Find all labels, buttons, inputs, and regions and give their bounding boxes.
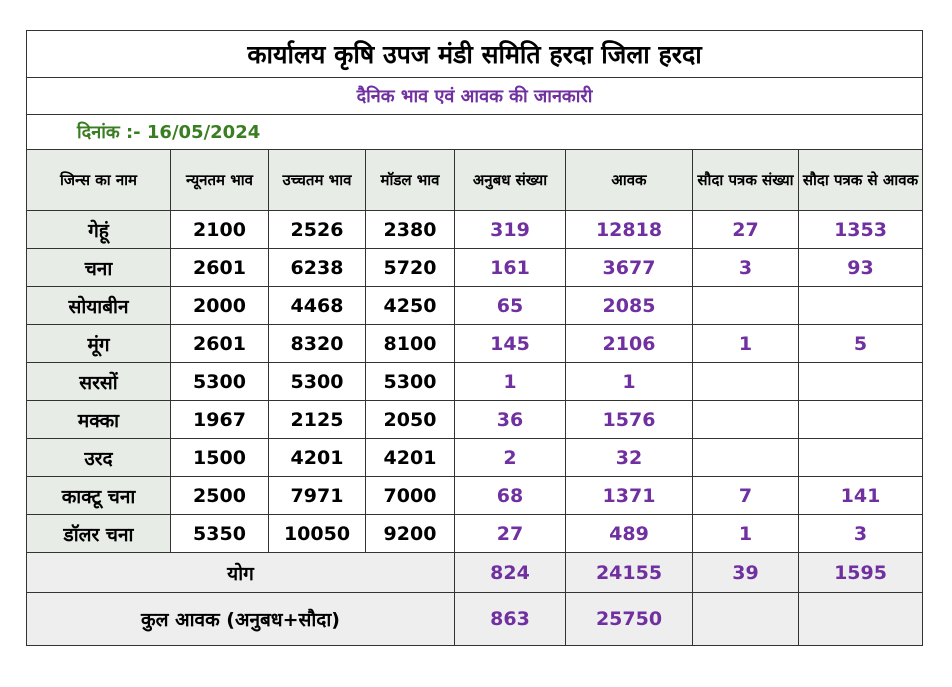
max-price-cell: 2125 bbox=[269, 401, 366, 439]
rate-table bbox=[26, 30, 923, 646]
max-price-cell: 4468 bbox=[269, 287, 366, 325]
anubadh-count-cell: 36 bbox=[455, 401, 566, 439]
table-row bbox=[27, 363, 923, 401]
table-row bbox=[27, 325, 923, 363]
total-aavak: 24155 bbox=[566, 553, 693, 593]
total-sauda-aavak: 1595 bbox=[799, 553, 923, 593]
model-price-cell: 4250 bbox=[366, 287, 455, 325]
grand-total-label: कुल आवक (अनुबध+सौदा) bbox=[27, 593, 455, 646]
grand-total-anubadh: 863 bbox=[455, 593, 566, 646]
header-model-price: मॉडल भाव bbox=[366, 150, 455, 211]
min-price-cell: 1967 bbox=[171, 401, 269, 439]
commodity-name-cell: डॉलर चना bbox=[27, 515, 171, 553]
commodity-name-cell: गेहूं bbox=[27, 211, 171, 249]
model-price-cell: 2050 bbox=[366, 401, 455, 439]
sauda-count-cell: 1 bbox=[693, 515, 799, 553]
aavak-cell: 489 bbox=[566, 515, 693, 553]
commodity-name-cell: मूंग bbox=[27, 325, 171, 363]
anubadh-count-cell: 1 bbox=[455, 363, 566, 401]
sauda-aavak-cell bbox=[799, 287, 923, 325]
min-price-cell: 2100 bbox=[171, 211, 269, 249]
table-row bbox=[27, 249, 923, 287]
commodity-name-cell: सोयाबीन bbox=[27, 287, 171, 325]
aavak-cell: 1576 bbox=[566, 401, 693, 439]
aavak-cell: 1371 bbox=[566, 477, 693, 515]
grand-total-aavak: 25750 bbox=[566, 593, 693, 646]
commodity-name-cell: सरसों bbox=[27, 363, 171, 401]
total-label: योग bbox=[27, 553, 455, 593]
table-row bbox=[27, 477, 923, 515]
sauda-aavak-cell bbox=[799, 401, 923, 439]
date-label: दिनांक :- 16/05/2024 bbox=[27, 115, 923, 150]
header-aavak: आवक bbox=[566, 150, 693, 211]
header-sauda-aavak: सौदा पत्रक से आवक bbox=[799, 150, 923, 211]
page-title: कार्यालय कृषि उपज मंडी समिति हरदा जिला हरदा bbox=[27, 31, 923, 78]
anubadh-count-cell: 27 bbox=[455, 515, 566, 553]
commodity-name-cell: उरद bbox=[27, 439, 171, 477]
model-price-cell: 4201 bbox=[366, 439, 455, 477]
header-max-price: उच्चतम भाव bbox=[269, 150, 366, 211]
anubadh-count-cell: 68 bbox=[455, 477, 566, 515]
table-row bbox=[27, 401, 923, 439]
header-row bbox=[27, 150, 923, 211]
grand-total-row bbox=[27, 593, 923, 646]
commodity-name-cell: मक्का bbox=[27, 401, 171, 439]
header-anubadh-count: अनुबध संख्या bbox=[455, 150, 566, 211]
model-price-cell: 5300 bbox=[366, 363, 455, 401]
aavak-cell: 3677 bbox=[566, 249, 693, 287]
total-sauda: 39 bbox=[693, 553, 799, 593]
sauda-count-cell bbox=[693, 439, 799, 477]
max-price-cell: 10050 bbox=[269, 515, 366, 553]
max-price-cell: 7971 bbox=[269, 477, 366, 515]
sauda-count-cell: 7 bbox=[693, 477, 799, 515]
mandi-rate-sheet bbox=[26, 30, 922, 646]
min-price-cell: 5350 bbox=[171, 515, 269, 553]
sauda-count-cell bbox=[693, 401, 799, 439]
min-price-cell: 2000 bbox=[171, 287, 269, 325]
model-price-cell: 5720 bbox=[366, 249, 455, 287]
sauda-aavak-cell bbox=[799, 363, 923, 401]
anubadh-count-cell: 2 bbox=[455, 439, 566, 477]
aavak-cell: 12818 bbox=[566, 211, 693, 249]
page-subtitle: दैनिक भाव एवं आवक की जानकारी bbox=[27, 78, 923, 115]
table-row bbox=[27, 287, 923, 325]
sauda-aavak-cell bbox=[799, 439, 923, 477]
max-price-cell: 8320 bbox=[269, 325, 366, 363]
max-price-cell: 6238 bbox=[269, 249, 366, 287]
table-row bbox=[27, 211, 923, 249]
model-price-cell: 2380 bbox=[366, 211, 455, 249]
aavak-cell: 2106 bbox=[566, 325, 693, 363]
model-price-cell: 8100 bbox=[366, 325, 455, 363]
sauda-aavak-cell: 1353 bbox=[799, 211, 923, 249]
max-price-cell: 4201 bbox=[269, 439, 366, 477]
aavak-cell: 32 bbox=[566, 439, 693, 477]
anubadh-count-cell: 65 bbox=[455, 287, 566, 325]
header-commodity: जिन्स का नाम bbox=[27, 150, 171, 211]
table-row bbox=[27, 439, 923, 477]
table-row bbox=[27, 515, 923, 553]
min-price-cell: 2500 bbox=[171, 477, 269, 515]
anubadh-count-cell: 145 bbox=[455, 325, 566, 363]
min-price-cell: 1500 bbox=[171, 439, 269, 477]
commodity-name-cell: चना bbox=[27, 249, 171, 287]
header-sauda-count: सौदा पत्रक संख्या bbox=[693, 150, 799, 211]
grand-total-empty-cell bbox=[693, 593, 799, 646]
total-anubadh: 824 bbox=[455, 553, 566, 593]
commodity-name-cell: काक्टू चना bbox=[27, 477, 171, 515]
sauda-count-cell: 27 bbox=[693, 211, 799, 249]
sauda-count-cell: 1 bbox=[693, 325, 799, 363]
min-price-cell: 2601 bbox=[171, 325, 269, 363]
sauda-aavak-cell: 3 bbox=[799, 515, 923, 553]
total-row bbox=[27, 553, 923, 593]
model-price-cell: 7000 bbox=[366, 477, 455, 515]
grand-total-empty-cell bbox=[799, 593, 923, 646]
min-price-cell: 5300 bbox=[171, 363, 269, 401]
anubadh-count-cell: 161 bbox=[455, 249, 566, 287]
max-price-cell: 2526 bbox=[269, 211, 366, 249]
sauda-count-cell bbox=[693, 287, 799, 325]
sauda-aavak-cell: 93 bbox=[799, 249, 923, 287]
aavak-cell: 2085 bbox=[566, 287, 693, 325]
min-price-cell: 2601 bbox=[171, 249, 269, 287]
anubadh-count-cell: 319 bbox=[455, 211, 566, 249]
sauda-aavak-cell: 141 bbox=[799, 477, 923, 515]
model-price-cell: 9200 bbox=[366, 515, 455, 553]
sauda-aavak-cell: 5 bbox=[799, 325, 923, 363]
sauda-count-cell bbox=[693, 363, 799, 401]
header-min-price: न्यूनतम भाव bbox=[171, 150, 269, 211]
aavak-cell: 1 bbox=[566, 363, 693, 401]
sauda-count-cell: 3 bbox=[693, 249, 799, 287]
max-price-cell: 5300 bbox=[269, 363, 366, 401]
